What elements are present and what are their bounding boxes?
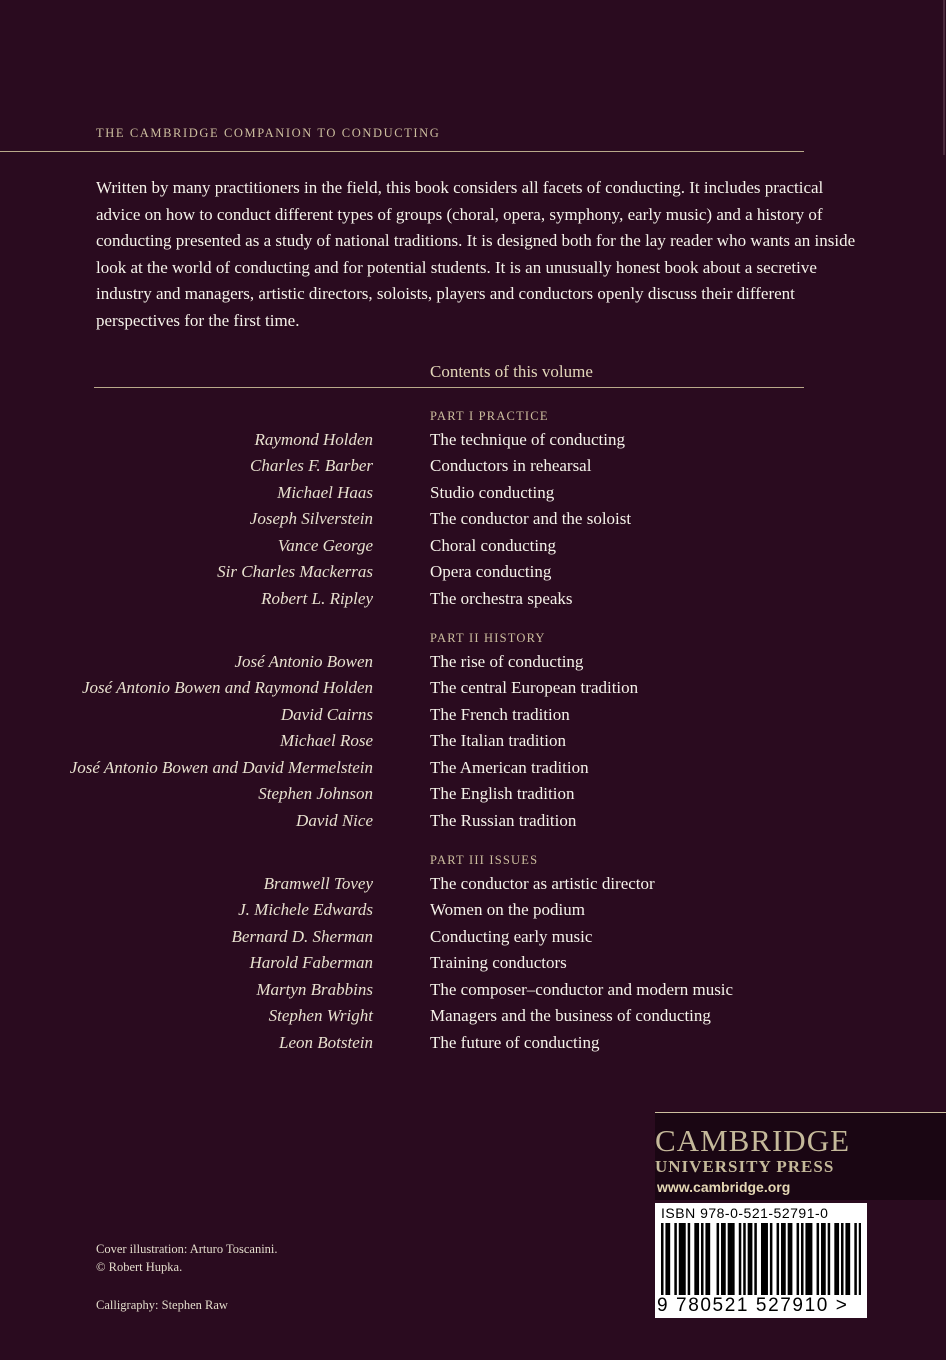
entry-author: José Antonio Bowen and David Mermelstein xyxy=(69,758,373,777)
barcode-bar xyxy=(708,1223,711,1295)
contents-entry xyxy=(0,731,900,757)
entry-author: Charles F. Barber xyxy=(250,456,373,475)
entry-author: Sir Charles Mackerras xyxy=(217,562,373,581)
contents-entry xyxy=(0,927,900,953)
contents-entry xyxy=(0,784,900,810)
entry-chapter: Opera conducting xyxy=(430,562,552,581)
barcode-bar xyxy=(801,1223,804,1295)
entry-author: Michael Rose xyxy=(280,731,373,750)
barcode-bar xyxy=(841,1223,844,1295)
barcode-bar xyxy=(717,1223,720,1295)
barcode-bar xyxy=(701,1223,704,1295)
contents-entry xyxy=(0,811,900,837)
entry-author: Raymond Holden xyxy=(254,430,373,449)
entry-author: Stephen Johnson xyxy=(258,784,373,803)
barcode-bar xyxy=(674,1223,677,1295)
entry-author: David Cairns xyxy=(280,705,373,724)
contents-entry xyxy=(0,430,900,456)
contents-entry xyxy=(0,509,900,535)
entry-chapter: The French tradition xyxy=(430,705,570,724)
barcode-bar xyxy=(854,1223,857,1295)
entry-chapter: Managers and the business of conducting xyxy=(430,1006,711,1025)
contents-entry xyxy=(0,1006,900,1032)
entry-chapter: Women on the podium xyxy=(430,900,585,919)
barcode-bar xyxy=(679,1223,682,1295)
barcode-bar xyxy=(823,1223,826,1295)
barcode-bar xyxy=(683,1223,686,1295)
entry-chapter: The orchestra speaks xyxy=(430,589,573,608)
entry-author: José Antonio Bowen xyxy=(234,652,373,671)
contents-entry xyxy=(0,562,900,588)
part-heading-history: PART II HISTORY xyxy=(430,631,546,645)
contents-entry xyxy=(0,758,900,784)
entry-chapter: The English tradition xyxy=(430,784,575,803)
barcode-bar xyxy=(817,1223,820,1295)
barcode-bar xyxy=(661,1223,664,1295)
entry-author: Robert L. Ripley xyxy=(261,589,373,608)
entry-chapter: The conductor and the soloist xyxy=(430,509,632,528)
book-blurb: Written by many practitioners in the field, this book considers all facets of conducting. It includes practical advice on how to conduct different types of groups (choral, opera, symphony, early music) and a history of conducting presented as a study of national traditions. It is designed both for the lay reader who wants an inside look at the world of conducting and for potential students. It is an unusually honest book about a secretive industry and managers, artistic directors, soloists, players and conductors openly discuss their different perspectives for the first time. xyxy=(96,178,856,330)
barcode-bar xyxy=(750,1223,753,1295)
entry-chapter: The central European tradition xyxy=(430,678,639,697)
entry-author: Stephen Wright xyxy=(268,1006,373,1025)
contents-entry xyxy=(0,953,900,979)
barcode-bar xyxy=(761,1223,764,1295)
contents-entry xyxy=(0,678,900,704)
barcode-bar xyxy=(732,1223,735,1295)
entry-author: David Nice xyxy=(296,811,373,830)
cover-copyright-credit: © Robert Hupka. xyxy=(96,1260,183,1274)
contents-rule xyxy=(94,387,804,388)
barcode-bar xyxy=(781,1223,784,1295)
entry-chapter: Studio conducting xyxy=(430,483,555,502)
contents-heading: Contents of this volume xyxy=(430,362,593,381)
barcode-bar xyxy=(848,1223,851,1295)
barcode-bar xyxy=(723,1223,726,1295)
title-rule xyxy=(0,151,804,152)
publisher-name: CAMBRIDGE xyxy=(655,1123,851,1158)
barcode-bar xyxy=(668,1223,671,1295)
barcode-bar xyxy=(743,1223,746,1295)
barcode-bar xyxy=(681,1223,684,1295)
barcode-bar xyxy=(805,1223,808,1295)
contents-entry xyxy=(0,456,900,482)
publisher-url: www.cambridge.org xyxy=(657,1179,791,1195)
barcode-bars xyxy=(661,1223,861,1297)
barcode-bar xyxy=(821,1223,824,1295)
isbn-label: ISBN 978-0-521-52791-0 xyxy=(661,1205,829,1221)
barcode-bar xyxy=(834,1223,837,1295)
barcode-bar xyxy=(721,1223,724,1295)
barcode-bar xyxy=(765,1223,768,1295)
barcode-bar xyxy=(783,1223,786,1295)
entry-chapter: The American tradition xyxy=(430,758,589,777)
barcode-bar xyxy=(777,1223,780,1295)
barcode-bar xyxy=(688,1223,691,1295)
barcode-digits: 9 780521 527910 > xyxy=(657,1295,849,1316)
series-title: THE CAMBRIDGE COMPANION TO CONDUCTING xyxy=(96,126,441,140)
calligraphy-credit: Calligraphy: Stephen Raw xyxy=(96,1298,228,1312)
barcode-bar xyxy=(748,1223,751,1295)
entry-author: Bernard D. Sherman xyxy=(231,927,373,946)
cover-illustration-credit: Cover illustration: Arturo Toscanini. xyxy=(96,1242,278,1256)
barcode-bar xyxy=(728,1223,731,1295)
part-heading-practice: PART I PRACTICE xyxy=(430,409,549,423)
entry-chapter: Conductors in rehearsal xyxy=(430,456,592,475)
contents-entry xyxy=(0,536,900,562)
publisher-logo-block xyxy=(655,1112,946,1200)
entry-author: Joseph Silverstein xyxy=(249,509,373,528)
barcode-bar xyxy=(754,1223,757,1295)
barcode-bar xyxy=(697,1223,700,1295)
barcode-bar xyxy=(694,1223,697,1295)
barcode-bar xyxy=(739,1223,742,1295)
entry-author: José Antonio Bowen and Raymond Holden xyxy=(81,678,373,697)
barcode-bar xyxy=(705,1223,708,1295)
contents-entry xyxy=(0,874,900,900)
entry-author: Leon Botstein xyxy=(279,1033,373,1052)
entry-chapter: The composer–conductor and modern music xyxy=(430,980,734,999)
barcode-bar xyxy=(808,1223,811,1295)
isbn-barcode xyxy=(655,1203,867,1318)
part-heading-issues: PART III ISSUES xyxy=(430,853,539,867)
contents-entry xyxy=(0,589,900,615)
entry-chapter: The conductor as artistic director xyxy=(430,874,655,893)
entry-author: J. Michele Edwards xyxy=(238,900,373,919)
entry-chapter: Conducting early music xyxy=(430,927,593,946)
publisher-subtitle: UNIVERSITY PRESS xyxy=(655,1157,835,1176)
barcode-bar xyxy=(788,1223,791,1295)
barcode-bar xyxy=(859,1223,861,1295)
entry-chapter: The Russian tradition xyxy=(430,811,577,830)
entry-author: Bramwell Tovey xyxy=(263,874,373,893)
barcode-bar xyxy=(828,1223,831,1295)
barcode-bar xyxy=(810,1223,813,1295)
contents-entry xyxy=(0,980,900,1006)
entry-author: Harold Faberman xyxy=(249,953,373,972)
barcode-bar xyxy=(730,1223,733,1295)
contents-entry xyxy=(0,1033,900,1059)
entry-author: Martyn Brabbins xyxy=(256,980,373,999)
contents-entry xyxy=(0,652,900,678)
barcode-bar xyxy=(845,1223,848,1295)
barcode-bar xyxy=(665,1223,668,1295)
barcode-bar xyxy=(763,1223,766,1295)
entry-chapter: Training conductors xyxy=(430,953,567,972)
entry-author: Vance George xyxy=(277,536,373,555)
entry-chapter: Choral conducting xyxy=(430,536,557,555)
contents-entry xyxy=(0,900,900,926)
barcode-bar xyxy=(837,1223,840,1295)
entry-chapter: The Italian tradition xyxy=(430,731,566,750)
entry-author: Michael Haas xyxy=(277,483,373,502)
page-edge-line xyxy=(943,0,945,155)
entry-chapter: The technique of conducting xyxy=(430,430,625,449)
barcode-bar xyxy=(770,1223,773,1295)
contents-entry xyxy=(0,705,900,731)
barcode-bar xyxy=(797,1223,800,1295)
entry-chapter: The rise of conducting xyxy=(430,652,584,671)
entry-chapter: The future of conducting xyxy=(430,1033,600,1052)
barcode-bar xyxy=(790,1223,793,1295)
contents-entry xyxy=(0,483,900,509)
